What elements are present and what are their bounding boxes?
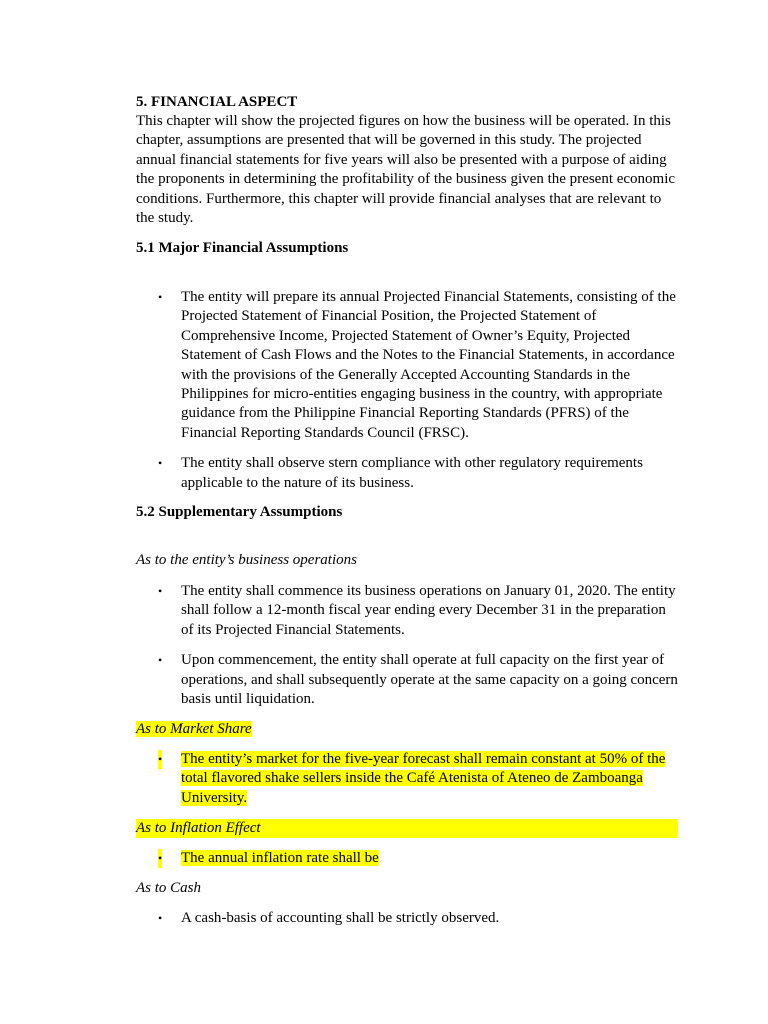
list-item: • The entity shall commence its business operations on January 01, 2020. The entity shall follow a 12-month fiscal year ending every December 31 in the preparation of its Projected Financial Statements. (158, 583, 676, 638)
list-item: • A cash-basis of accounting shall be strictly observed. (136, 909, 681, 928)
bullet-icon: • (158, 849, 162, 868)
list-item: • The entity will prepare its annual Projected Financial Statements, consisting of the Projected Statement of Financial Position, the Projected Statement of Comprehensive Income, Projected Statement of Owner’s Equity, Projected Statement of Cash Flows and the Notes to the Financial Statements, in accordance with the provisions of the Generally Accepted Accounting Standards in the Philippines for micro-entities engaging business in the country, with appropriate guidance from the Philippine Financial Reporting Standards (PFRS) of the Financial Reporting Standards Council (FRSC). (158, 289, 676, 441)
bullet-icon: • (158, 584, 163, 598)
list-item: • The entity’s market for the five-year forecast shall remain constant at 50% of the total flavored shake sellers inside the Café Atenista of Ateneo de Zamboanga University. (158, 751, 666, 806)
section-5-1-title: 5.1 Major Financial Assumptions (136, 240, 349, 256)
bullet-icon: • (158, 653, 163, 668)
subheading-market-share: As to Market Share (136, 721, 252, 737)
subheading-operations: As to the entity’s business operations (136, 552, 357, 568)
cash-list (136, 909, 681, 928)
inflation-list (136, 849, 681, 868)
market-share-list (136, 750, 681, 808)
subheading-cash: As to Cash (136, 880, 202, 896)
operations-list (136, 582, 681, 709)
subheading-inflation: As to Inflation Effect (136, 819, 681, 838)
bullet-icon: • (158, 750, 162, 769)
bullet-icon: • (158, 290, 163, 304)
list-item: • Upon commencement, the entity shall operate at full capacity on the first year of operations, and shall subsequently operate at the same capacity on a going concern basis until liquidation. (158, 652, 678, 708)
list-item: • The entity shall observe stern compliance with other regulatory requirements applicable to the nature of its business. (158, 455, 643, 491)
intro-paragraph: This chapter will show the projected figures on how the business will be operated. In this chapter, assumptions are presented that will be governed in this study. The projected annual financial statements for five years will also be presented with a purpose of aiding the proponents in determining the profitability of the business given the present economic conditions. Furthermore, this chapter will provide financial analyses that are relevant to the study. (136, 113, 676, 227)
bullet-icon: • (158, 456, 163, 471)
list-item: • The annual inflation rate shall be (136, 849, 681, 868)
bullet-icon: • (158, 911, 163, 925)
section-title: 5. FINANCIAL ASPECT (136, 94, 298, 110)
section-5-1-list (136, 288, 681, 493)
section-5-2-title: 5.2 Supplementary Assumptions (136, 504, 343, 520)
